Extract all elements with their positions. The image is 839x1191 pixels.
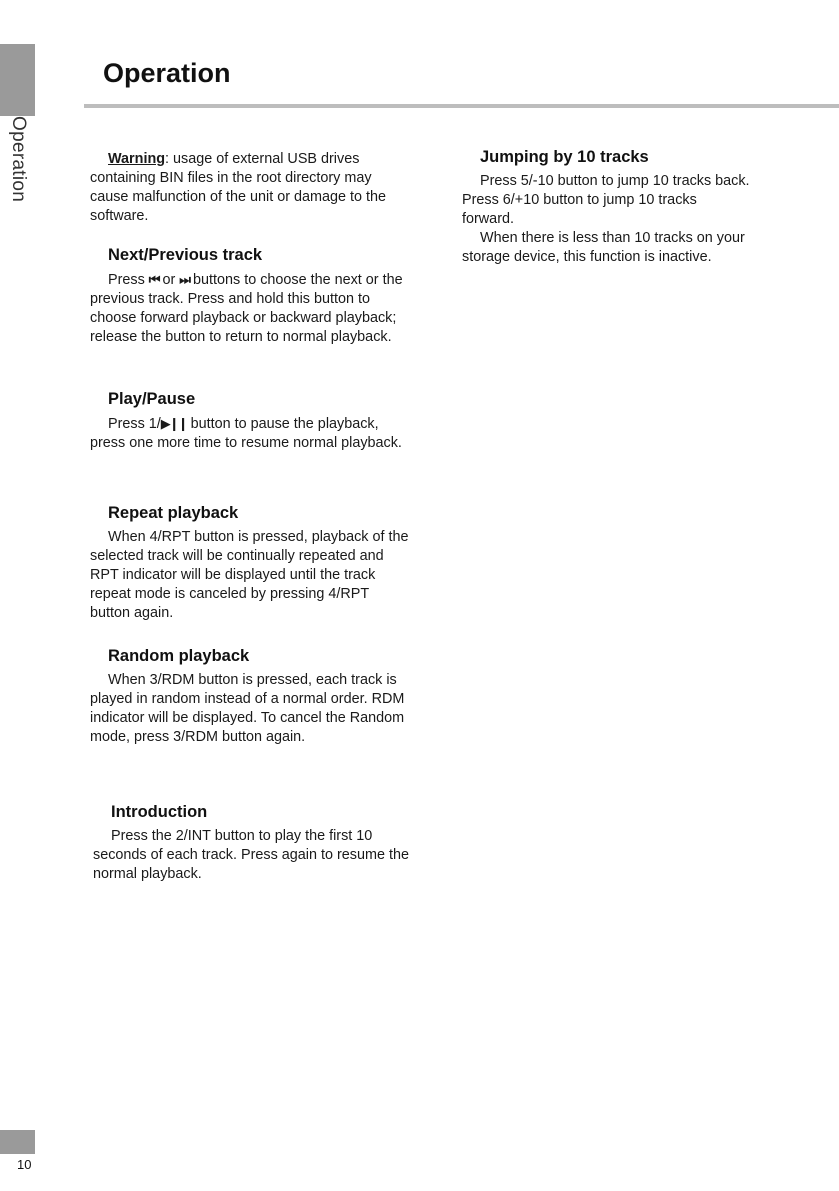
page-number: 10 [17,1157,32,1172]
jump-heading: Jumping by 10 tracks [480,148,649,166]
side-section-label [3,116,33,216]
next-prev-paragraph [90,270,410,347]
next-prev-heading: Next/Previous track [108,246,263,264]
jump-section [462,148,752,267]
warning-paragraph [90,150,410,226]
repeat-paragraph: When 4/RPT button is pressed, playback of the selected track will be continually repeated and RPT indicator will be displayed until the track repeat mode is canceled by pressing 4/RPT button again. [90,529,409,621]
previous-track-icon: ⏮ [148,272,159,287]
play-pause-text-1: Press 1/ [108,416,161,432]
play-pause-section [90,390,410,453]
repeat-section [90,504,410,623]
random-heading: Random playback [108,647,250,665]
warning-section [90,150,410,226]
play-pause-paragraph [90,414,410,453]
jump-paragraph-1: Press 5/-10 button to jump 10 tracks back. Press 6/+10 button to jump 10 tracks forward. [462,173,750,227]
jump-paragraph-2: When there is less than 10 tracks on your storage device, this function is inactive. [462,230,745,265]
warning-text: : usage of external USB drives containing BIN files in the root directory may cause malfunction of the unit or damage to the software. [90,151,386,224]
next-prev-text-3: buttons to choose the next or the previous track. Press and hold this button to choose forward playback or backward playback; release the button to return to normal playback. [90,272,403,345]
play-pause-heading: Play/Pause [108,390,196,408]
next-prev-text-2: or [158,272,180,288]
intro-heading: Introduction [111,803,208,821]
page-number-tab [0,1130,35,1154]
next-prev-text-1: Press [108,272,149,288]
intro-section [93,803,413,884]
side-tab-marker [0,44,35,116]
next-prev-section [90,246,410,347]
side-label-text: Operation [8,116,29,203]
repeat-heading: Repeat playback [108,504,239,522]
warning-label: Warning [108,151,166,167]
random-section [90,647,410,747]
title-divider [84,104,839,108]
intro-paragraph: Press the 2/INT button to play the first 10 seconds of each track. Press again to resume the normal playback. [93,828,409,882]
random-paragraph: When 3/RDM button is pressed, each track is played in random instead of a normal order. RDM indicator will be displayed. To cancel the Random mode, press 3/RDM button again. [90,672,405,745]
play-pause-icon: ▶❙❙ [160,416,187,431]
next-track-icon: ⏭ [179,272,189,287]
page-title: Operation [103,58,231,88]
play-pause-text-2: button to pause the playback, press one more time to resume normal playback. [90,416,402,451]
